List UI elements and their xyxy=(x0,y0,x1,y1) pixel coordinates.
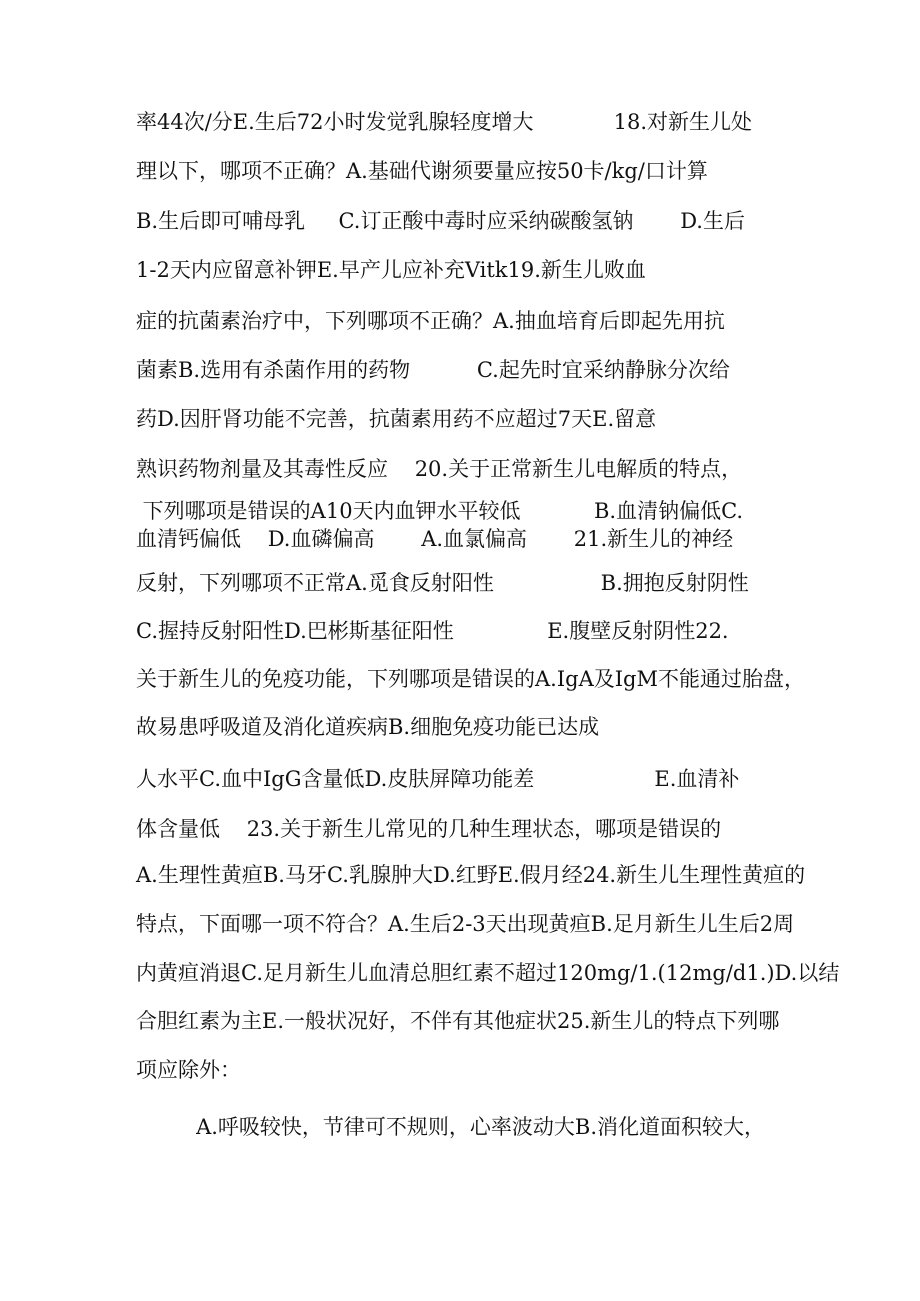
text-line-16: 体含量低 23.关于新生儿常见的几种生理状态，哪项是错误的 xyxy=(136,817,722,841)
text-line-15: 人水平C.血中IgG含量低D.皮肤屏障功能差 E.血清补 xyxy=(136,767,740,791)
text-line-21: 项应除外： xyxy=(136,1058,241,1082)
text-line-8: 熟识药物剂量及其毒性反应 20.关于正常新生儿电解质的特点， xyxy=(136,457,743,481)
text-line-14: 故易患呼吸道及消化道疾病B.细胞免疫功能已达成 xyxy=(136,715,600,739)
text-line-19: 内黄疸消退C.足月新生儿血清总胆红素不超过120mg/1.(12mg/d1.)D.以结 xyxy=(136,961,840,985)
text-line-1: 率44次/分E.生后72小时发觉乳腺轻度增大 18.对新生儿处 xyxy=(136,110,753,134)
text-line-3: B.生后即可哺母乳 C.订正酸中毒时应采纳碳酸氢钠 D.生后 xyxy=(136,209,745,233)
text-line-18: 特点，下面哪一项不符合？A.生后2-3天出现黄疸B.足月新生儿生后2周 xyxy=(136,912,795,936)
text-line-12: C.握持反射阳性D.巴彬斯基征阳性 E.腹壁反射阴性22. xyxy=(136,619,729,643)
text-line-9: 下列哪项是错误的A10天内血钾水平较低 B.血清钠偏低C. xyxy=(136,499,744,523)
text-line-13: 关于新生儿的免疫功能，下列哪项是错误的A.IgA及IgM不能通过胎盘， xyxy=(136,667,805,691)
text-line-7: 药D.因肝肾功能不完善，抗菌素用药不应超过7天E.留意 xyxy=(136,407,657,431)
text-line-5: 症的抗菌素治疗中，下列哪项不正确？A.抽血培育后即起先用抗 xyxy=(136,309,725,333)
text-line-4: 1-2天内应留意补钾E.早产儿应补充Vitk19.新生儿败血 xyxy=(136,258,646,282)
text-line-6: 菌素B.选用有杀菌作用的药物 C.起先时宜采纳静脉分次给 xyxy=(136,358,730,382)
text-line-11: 反射，下列哪项不正常A.觅食反射阳性 B.拥抱反射阴性 xyxy=(136,571,749,595)
text-line-17: A.生理性黄疸B.马牙C.乳腺肿大D.红野E.假月经24.新生儿生理性黄疸的 xyxy=(136,863,806,887)
text-line-20: 合胆红素为主E.一般状况好，不伴有其他症状25.新生儿的特点下列哪 xyxy=(136,1009,780,1033)
text-line-22: A.呼吸较快，节律可不规则，心率波动大B.消化道面积较大， xyxy=(136,1115,766,1139)
text-line-2: 理以下，哪项不正确？A.基础代谢须要量应按50卡/kg/口计算 xyxy=(136,159,708,183)
text-line-10: 血清钙偏低 D.血磷偏高 A.血氯偏高 21.新生儿的神经 xyxy=(136,527,734,551)
